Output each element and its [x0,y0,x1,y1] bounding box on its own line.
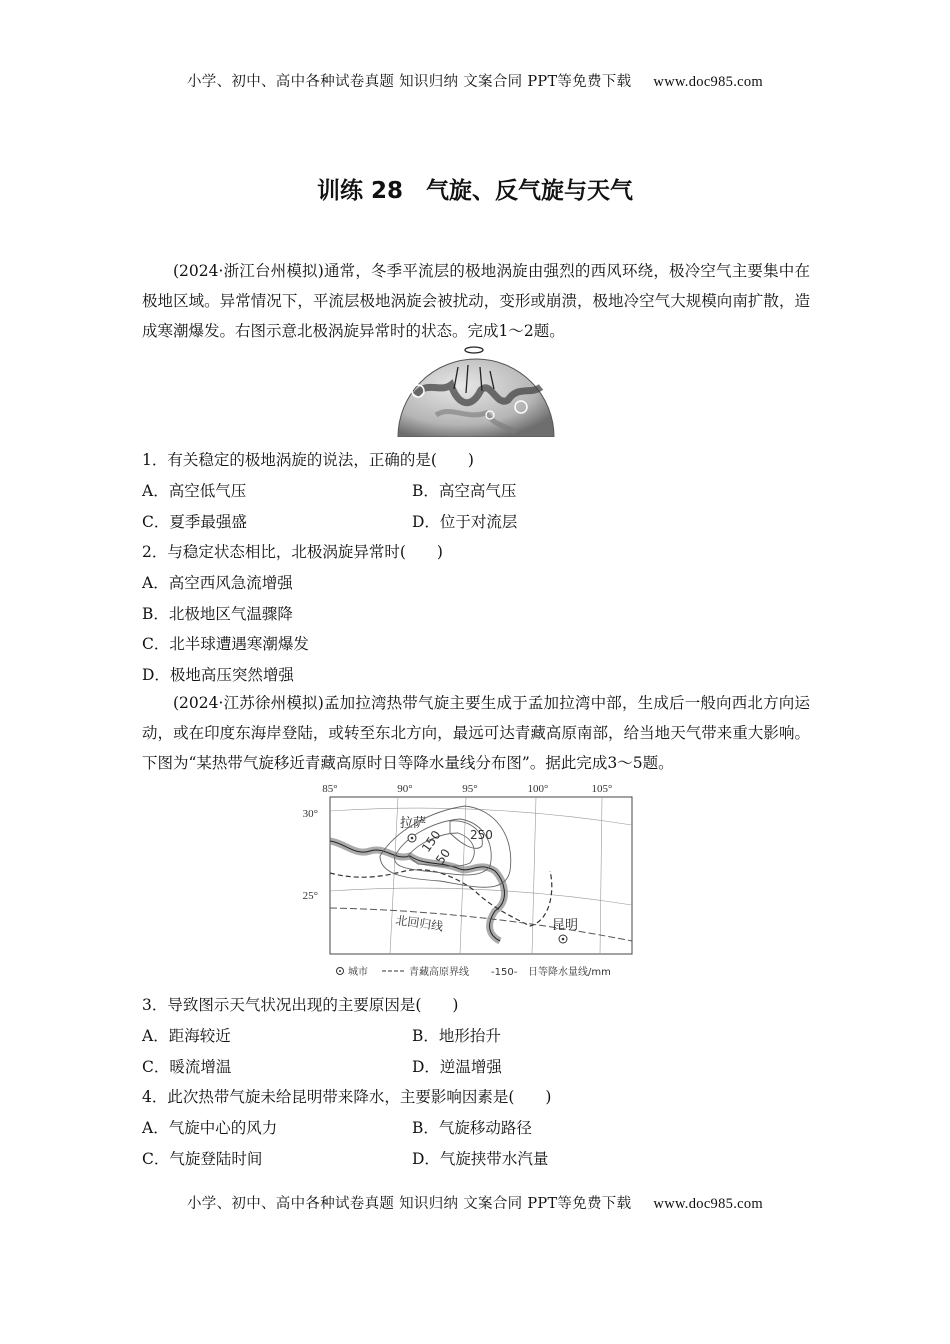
tropic-label: 北回归线 [394,913,445,934]
isoline-150: 150 [418,827,444,855]
question-3: 3．导致图示天气状况出现的主要原因是( ) [142,996,459,1014]
q1-option-b[interactable]: B．高空高气压 [412,482,517,500]
lon-label-100: 100° [527,783,549,795]
legend-iso-sample: -150- [491,967,518,978]
lhasa-label: 拉萨 [400,816,427,831]
q4-option-b[interactable]: B．气旋移动路径 [412,1119,532,1137]
lon-label-105: 105° [591,783,613,795]
q3-option-b[interactable]: B．地形抬升 [412,1027,501,1045]
lat-label-25: 25° [302,890,318,902]
q3-option-a[interactable]: A．距海较近 [142,1027,231,1045]
polar-vortex-figure [396,345,556,437]
q1-option-a[interactable]: A．高空低气压 [142,482,247,500]
precipitation-map [300,781,645,981]
page-header [0,70,950,91]
q2-option-b[interactable]: B．北极地区气温骤降 [142,605,293,623]
kunming-label: 昆明 [552,918,579,933]
q3-option-c[interactable]: C．暖流增温 [142,1058,232,1076]
question-4: 4．此次热带气旋未给昆明带来降水，主要影响因素是( ) [142,1088,552,1106]
q1-option-d[interactable]: D．位于对流层 [412,513,518,531]
lat-label-30: 30° [302,808,318,820]
lon-label-95: 95° [462,783,478,795]
lon-label-85: 85° [322,783,338,795]
q2-option-d[interactable]: D．极地高压突然增强 [142,666,294,684]
q4-option-a[interactable]: A．气旋中心的风力 [142,1119,278,1137]
isoline-50: 50 [432,846,454,867]
q2-option-c[interactable]: C．北半球遭遇寒潮爆发 [142,635,309,653]
footer-site: www.doc985.com [653,1196,763,1212]
q1-option-c[interactable]: C．夏季最强盛 [142,513,247,531]
page-footer [0,1192,950,1213]
q3-option-d[interactable]: D．逆温增强 [412,1058,502,1076]
legend-city: 城市 [348,967,368,978]
header-site: www.doc985.com [653,74,763,90]
intro-paragraph-1: (2024·浙江台州模拟)通常，冬季平流层的极地涡旋由强烈的西风环绕，极冷空气主要集中在极地区域。异常情况下，平流层极地涡旋会被扰动，变形或崩溃，极地冷空气大规模向南扩散，造成寒潮爆发。右图示意北极涡旋异常时的状态。完成1～2题。 [142,262,810,340]
q2-option-a[interactable]: A．高空西风急流增强 [142,574,293,592]
q4-option-d[interactable]: D．气旋挟带水汽量 [412,1150,549,1168]
page-title: 训练 28 气旋、反气旋与天气 [316,178,633,204]
header-text: 小学、初中、高中各种试卷真题 知识归纳 文案合同 PPT等免费下载 [187,74,632,90]
footer-text: 小学、初中、高中各种试卷真题 知识归纳 文案合同 PPT等免费下载 [187,1196,632,1212]
intro-paragraph-2: (2024·江苏徐州模拟)孟加拉湾热带气旋主要生成于孟加拉湾中部，生成后一般向西北方向运动，或在印度东海岸登陆，或转至东北方向，最远可达青藏高原南部，给当地天气带来重大影响。下图为“某热带气旋移近青藏高原时日等降水量线分布图”。据此完成3～5题。 [142,694,810,772]
isoline-250: 250 [470,828,493,842]
question-1: 1．有关稳定的极地涡旋的说法，正确的是( ) [142,451,474,469]
question-2: 2．与稳定状态相比，北极涡旋异常时( ) [142,543,443,561]
lon-label-90: 90° [397,783,413,795]
legend-isoline: 日等降水量线/mm [528,967,611,978]
q4-option-c[interactable]: C．气旋登陆时间 [142,1150,263,1168]
legend-boundary: 青藏高原界线 [409,967,469,978]
